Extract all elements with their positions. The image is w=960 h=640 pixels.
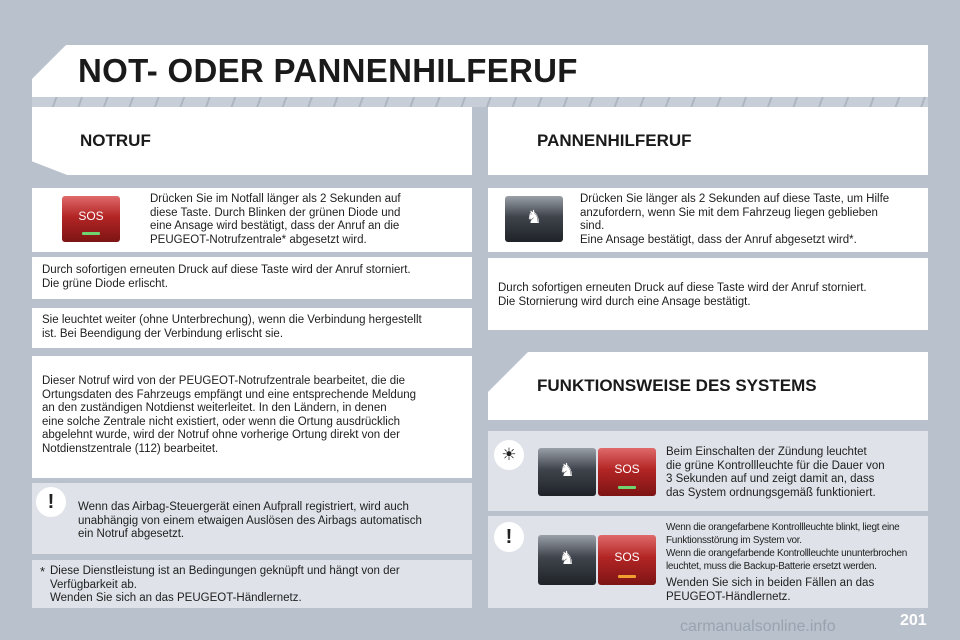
assistance-button-fault: [538, 535, 596, 585]
notruf-heading: NOTRUF: [80, 131, 151, 150]
warning-icon: !: [494, 522, 524, 552]
notruf-handling-text: Dieser Notruf wird von der PEUGEOT-Notrufzentrale bearbeitet, die die Ortungsdaten des Fahrzeugs empfängt und eine entsprechende Meldung an den zuständigen Notdienst weiterleitet. In den Ländern, in denen eine solche Zentrale nicht existiert, oder wenn die Ortung ausdrücklich abgelehnt wurde, wird der Notruf ohne vorherige Ortung direkt von der Notdienstzentrale (112) bearbeitet.: [42, 375, 417, 455]
funktion-ok-text: Beim Einschalten der Zündung leuchtet die grüne Kontrollleuchte für die Dauer von 3 Sekunden auf und zeigt damit an, dass das System ordnungsgemäß funktioniert.: [666, 446, 885, 499]
notruf-cancel-text: Durch sofortigen erneuten Druck auf diese Taste wird der Anruf storniert. Die grüne Diode erlischt.: [42, 264, 411, 290]
peugeot-lion-icon: ♞: [558, 460, 576, 480]
page-title: NOT- ODER PANNENHILFERUF: [78, 52, 578, 89]
notruf-light-text: Sie leuchtet weiter (ohne Unterbrechung), wenn die Verbindung hergestellt ist. Bei Beendigung der Verbindung erlischt sie.: [42, 314, 422, 340]
notruf-airbag-text: Wenn das Airbag-Steuergerät einen Aufprall registriert, wird auch unabhängig von einem etwaigen Auslösen des Airbags automatisch ein Notruf abgesetzt.: [78, 501, 422, 540]
sun-icon: ☀: [494, 440, 524, 470]
notruf-intro-text: Drücken Sie im Notfall länger als 2 Sekunden auf diese Taste. Durch Blinken der grünen Diode und eine Ansage wird bestätigt, dass der Anruf an die PEUGEOT-Notrufzentrale* abgesetzt wird.: [150, 193, 401, 246]
funktion-heading: FUNKTIONSWEISE DES SYSTEMS: [537, 376, 817, 395]
orange-led-icon: [618, 575, 636, 578]
sos-button[interactable]: [62, 196, 120, 242]
pannen-heading: PANNENHILFERUF: [537, 131, 692, 150]
peugeot-lion-icon: ♞: [525, 207, 543, 227]
sos-button-label: SOS: [78, 209, 104, 223]
green-led-icon: [82, 232, 100, 235]
notruf-footnote-text: Diese Dienstleistung ist an Bedingungen geknüpft und hängt von der Verfügbarkeit ab. Wenden Sie sich an das PEUGEOT-Händlernetz.: [50, 565, 400, 604]
pannen-cancel-text: Durch sofortigen erneuten Druck auf diese Taste wird der Anruf storniert. Die Stornierung wird durch eine Ansage bestätigt.: [498, 282, 867, 308]
green-led-icon: [618, 486, 636, 489]
footnote-star: *: [40, 564, 46, 579]
funktion-fault-text: Wenden Sie sich in beiden Fällen an das PEUGEOT-Händlernetz.: [666, 577, 875, 603]
sos-button-fault: [598, 535, 656, 585]
pannen-intro-text: Drücken Sie länger als 2 Sekunden auf diese Taste, um Hilfe anzufordern, wenn Sie mit dem Fahrzeug liegen geblieben sind. Eine Ansage bestätigt, dass der Anruf abgesetzt wird*.: [580, 193, 890, 246]
assistance-button[interactable]: [505, 196, 563, 242]
assistance-button-status: [538, 448, 596, 496]
watermark: carmanualsonline.info: [680, 618, 836, 635]
peugeot-lion-icon: ♞: [558, 548, 576, 568]
funktion-fault-small-text: Wenn die orangefarbene Kontrollleuchte blinkt, liegt eine Funktionsstörung im System vor. Wenn die orangefarbende Kontrollleuchte ununterbrochen leuchtet, muss die Backup-Batterie ersetzt werden.: [666, 522, 908, 572]
sos-button-status: [598, 448, 656, 496]
warning-icon: !: [36, 487, 66, 517]
decorative-stripe: [32, 97, 928, 107]
sos-fault-label: SOS: [614, 550, 640, 564]
sos-status-label: SOS: [614, 462, 640, 476]
page-number: 201: [900, 612, 927, 629]
